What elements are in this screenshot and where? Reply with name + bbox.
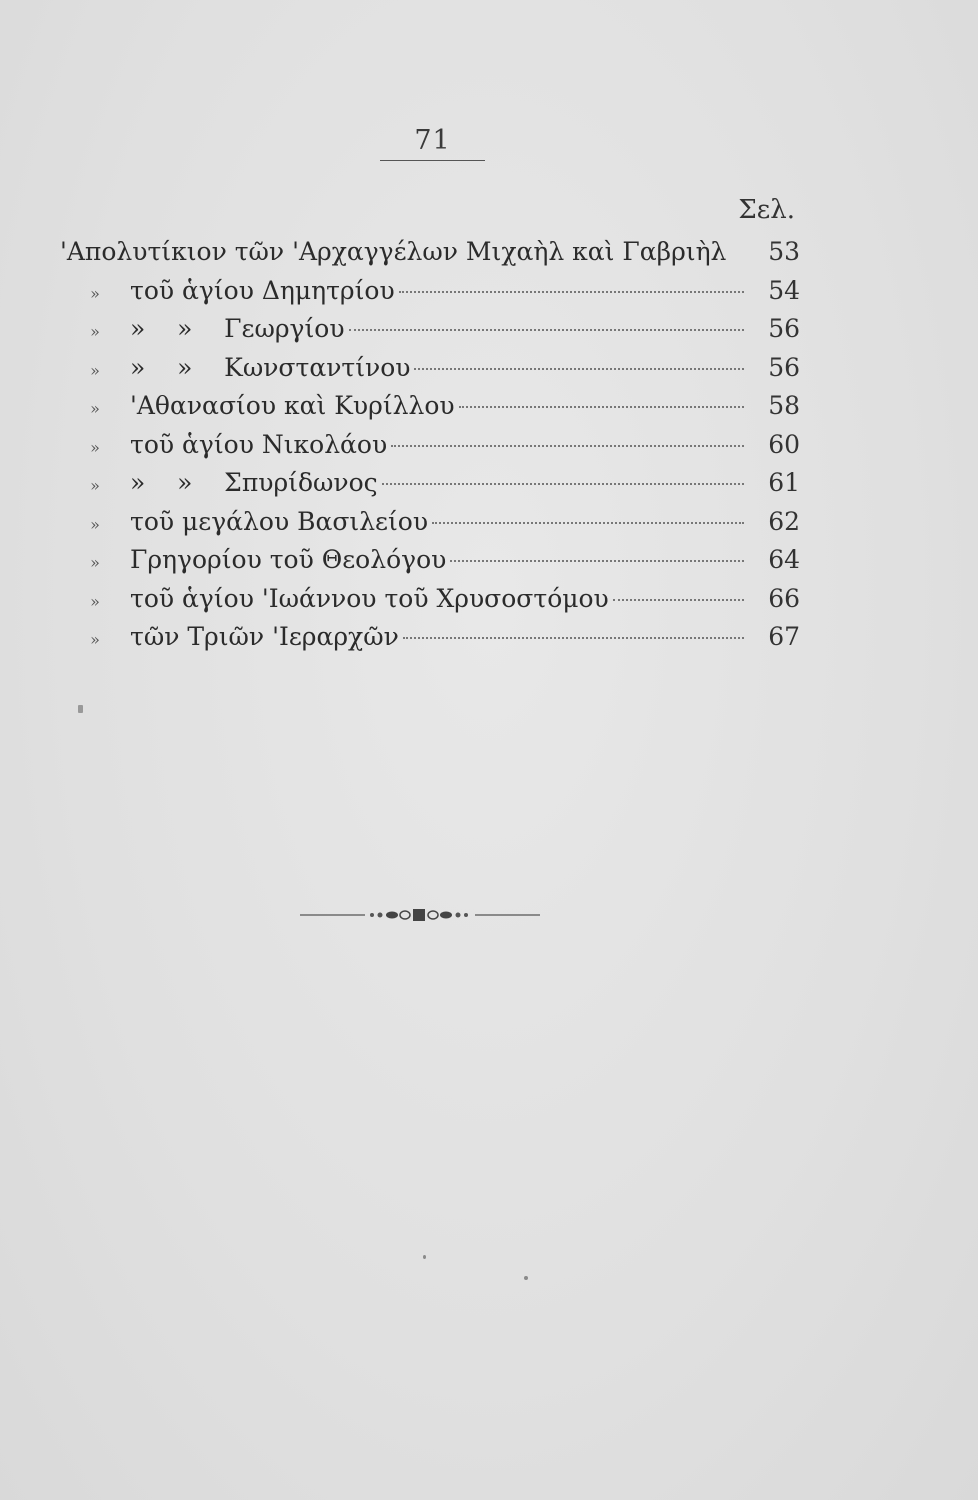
paper-speck	[423, 1255, 426, 1259]
toc-entry-title: τοῦ ἁγίου Νικολάου	[130, 429, 388, 459]
paper-speck	[524, 1276, 528, 1280]
toc-entry-title: 'Αθανασίου καὶ Κυρίλλου	[130, 391, 455, 420]
toc-entry-page: 53	[768, 237, 800, 266]
decorative-ornament-icon	[300, 905, 540, 925]
toc-entry-title: 'Απολυτίκιον τῶν 'Αρχαγγέλων Μιχαὴλ καὶ Γαβριὴλ	[60, 237, 727, 266]
toc-entry	[60, 349, 800, 388]
toc-entry-page: 56	[768, 314, 800, 343]
toc-entry	[60, 618, 800, 657]
dot-leader	[613, 599, 744, 601]
header-rule	[380, 160, 485, 161]
ditto-mark: »	[90, 437, 100, 457]
dot-leader	[349, 329, 744, 331]
toc-entry-page: 56	[768, 352, 800, 382]
ditto-mark: »	[90, 514, 100, 534]
ditto-mark: »	[90, 630, 100, 649]
toc-entry-page: 54	[768, 275, 800, 305]
toc-entry	[60, 310, 800, 349]
toc-entry-title: Γρηγορίου τοῦ Θεολόγου	[130, 545, 447, 574]
ditto-mark: »	[90, 399, 100, 418]
toc-entry	[60, 426, 800, 465]
toc-entry	[60, 541, 800, 580]
page-column-header: Σελ.	[738, 195, 795, 225]
toc-entry	[60, 272, 800, 311]
ditto-mark: »	[90, 360, 100, 380]
toc-entry-page: 58	[768, 391, 800, 420]
toc-entry-page: 67	[768, 622, 800, 651]
dot-leader	[432, 522, 744, 524]
ditto-mark: »	[90, 322, 100, 341]
page-number: 71	[414, 125, 451, 156]
toc-entry-title: » » Κωνσταντίνου	[130, 352, 411, 382]
toc-entry-title: τοῦ ἁγίου Δημητρίου	[130, 275, 395, 305]
toc-entry-title: » » Γεωργίου	[130, 314, 345, 343]
dot-leader	[459, 406, 744, 408]
table-of-contents	[60, 233, 800, 657]
dot-leader	[382, 483, 744, 485]
paper-mark	[78, 705, 83, 713]
toc-entry	[60, 464, 800, 503]
dot-leader	[391, 445, 744, 447]
toc-entry	[60, 387, 800, 426]
ditto-mark: »	[90, 476, 100, 495]
dot-leader	[403, 637, 744, 639]
toc-entry-page: 62	[768, 506, 800, 536]
toc-entry-page: 64	[768, 545, 800, 574]
toc-entry-title: τῶν Τριῶν 'Ιεραρχῶν	[130, 622, 399, 651]
toc-entry-title: τοῦ ἁγίου 'Ιωάννου τοῦ Χρυσοστόμου	[130, 583, 609, 613]
toc-entry-page: 66	[768, 583, 800, 613]
toc-entry-title: » » Σπυρίδωνος	[130, 468, 378, 497]
dot-leader	[399, 291, 744, 293]
ditto-mark: »	[90, 591, 100, 611]
dot-leader	[414, 368, 744, 370]
toc-entry-title: τοῦ μεγάλου Βασιλείου	[130, 506, 429, 536]
ditto-mark: »	[90, 553, 100, 572]
ditto-mark: »	[90, 283, 100, 303]
toc-entry-page: 61	[768, 468, 800, 497]
toc-entry-page: 60	[768, 429, 800, 459]
toc-entry	[60, 503, 800, 542]
toc-entry	[60, 233, 800, 272]
dot-leader	[450, 560, 744, 562]
toc-entry	[60, 580, 800, 619]
